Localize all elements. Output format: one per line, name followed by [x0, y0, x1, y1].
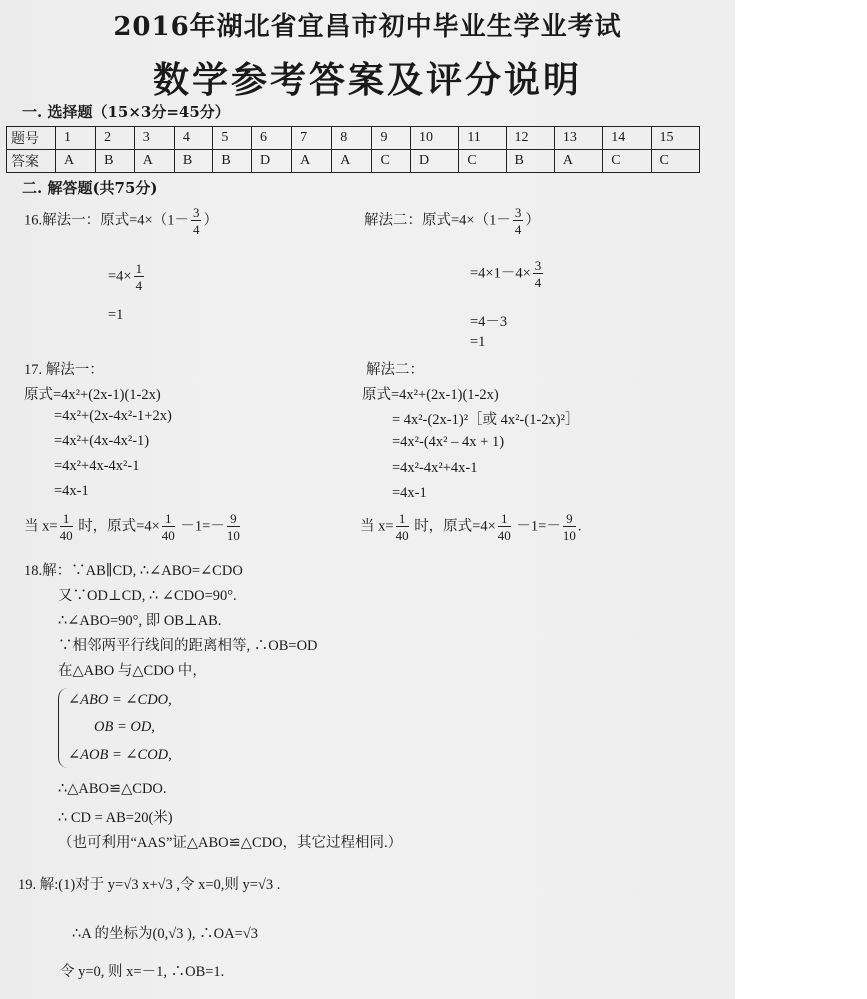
- fraction: $\frac{9}{10}$: [226, 511, 240, 543]
- q18-after-line: ∴△ABO≌△CDO.: [58, 781, 167, 797]
- q18-after-line: （也可利用“AAS”证△ABO≌△CDO，其它过程相同.）: [58, 835, 403, 851]
- table-cell: 9: [372, 127, 411, 150]
- q17-m2-line: =4x-1: [392, 485, 427, 501]
- q17-m2-line: 原式=4x²+(2x-1)(1-2x): [362, 387, 499, 403]
- table-cell: D: [410, 150, 458, 173]
- table-cell: B: [96, 150, 135, 173]
- table-cell: A: [332, 150, 372, 173]
- q18-system-line: ∠ABO = ∠CDO,: [68, 692, 172, 708]
- table-cell: 6: [251, 127, 291, 150]
- table-cell: 8: [332, 127, 372, 150]
- q18-after-line: ∴ CD = AB=20(米): [58, 810, 173, 826]
- sub-text: 时，原式=4×: [410, 518, 496, 535]
- table-cell: 12: [506, 127, 554, 150]
- exam-title: 2016年湖北省宜昌市初中毕业生学业考试: [113, 12, 622, 42]
- fraction: $\frac{3}{4}$: [192, 205, 200, 237]
- q18-line: 18.解：∵AB∥CD, ∴∠ABO=∠CDO: [24, 563, 243, 579]
- table-cell: C: [372, 150, 411, 173]
- table-cell: 4: [174, 127, 213, 150]
- q16-m2-l2: =4×1－4×: [470, 265, 531, 282]
- q18-line: ∵相邻两平行线间的距离相等, ∴OB=OD: [58, 638, 318, 654]
- fraction: $\frac{1}{4}$: [135, 261, 143, 293]
- table-cell: 1: [56, 127, 96, 150]
- table-cell: A: [134, 150, 174, 173]
- q16-m2-tail: ）: [525, 212, 540, 229]
- table-cell: 10: [410, 127, 458, 150]
- q17-method1-head: 17. 解法一：: [24, 362, 104, 378]
- q18-line: ∴∠ABO=90°, 即 OB⊥AB.: [58, 613, 222, 629]
- fraction: $\frac{3}{4}$: [534, 258, 542, 290]
- q17-m1-line: 原式=4x²+(2x-1)(1-2x): [24, 387, 161, 403]
- table-cell: 3: [134, 127, 174, 150]
- row-label-question: 题号: [7, 127, 56, 150]
- table-cell: C: [459, 150, 506, 173]
- table-cell: A: [554, 150, 602, 173]
- table-cell: 5: [213, 127, 252, 150]
- q18-system-line: OB = OD,: [94, 719, 155, 735]
- q16-m1-tail: ）: [203, 212, 218, 229]
- table-row-numbers: [7, 127, 700, 150]
- table-row-answers: [7, 150, 700, 173]
- q17-m2-line: = 4x²-(2x-1)²［或 4x²-(1-2x)²］: [392, 412, 580, 428]
- sub-text: 当 x=: [360, 518, 394, 535]
- q19-line1: 19. 解:(1)对于 y=√3 x+√3 ,令 x=0,则 y=√3 .: [18, 877, 281, 893]
- q16-method1-line2: [108, 262, 146, 292]
- table-cell: B: [174, 150, 213, 173]
- q19-line2: ∴A 的坐标为(0,√3 ), ∴OA=√3: [72, 926, 258, 942]
- fraction: $\frac{1}{40}$: [59, 511, 73, 543]
- fraction: $\frac{9}{10}$: [562, 511, 576, 543]
- table-cell: B: [506, 150, 554, 173]
- section-choice-title: 一. 选择题（15×3分=45分）: [22, 103, 230, 121]
- table-cell: B: [213, 150, 252, 173]
- table-cell: C: [651, 150, 699, 173]
- q17-substitution-left: [24, 512, 242, 542]
- table-cell: 15: [651, 127, 699, 150]
- q17-method2-head: 解法二：: [366, 362, 424, 378]
- q17-m1-line: =4x²+4x-4x²-1: [54, 458, 140, 474]
- q17-m2-line: =4x²-4x²+4x-1: [392, 460, 478, 476]
- q17-substitution-right: [360, 512, 581, 542]
- answer-table: [6, 126, 700, 173]
- fraction: $\frac{1}{40}$: [395, 511, 409, 543]
- table-cell: 14: [603, 127, 651, 150]
- section-answer-title: 二. 解答题(共75分): [22, 179, 158, 197]
- table-cell: 11: [459, 127, 506, 150]
- fraction: $\frac{1}{40}$: [497, 511, 511, 543]
- fraction: $\frac{1}{40}$: [161, 511, 175, 543]
- q17-m1-line: =4x-1: [54, 483, 89, 499]
- q17-m2-line: =4x²-(4x² – 4x + 1): [392, 434, 505, 450]
- table-cell: 2: [96, 127, 135, 150]
- q19-line3: 令 y=0, 则 x=－1, ∴OB=1.: [60, 964, 225, 980]
- q16-m1-l2: =4×: [108, 268, 132, 285]
- q16-method2-line4: =1: [470, 334, 486, 350]
- sub-text: 当 x=: [24, 518, 58, 535]
- q16-method1-line3: =1: [108, 307, 124, 323]
- fraction: $\frac{3}{4}$: [514, 205, 522, 237]
- q17-m1-line: =4x²+(4x-4x²-1): [54, 433, 150, 449]
- q17-m1-line: =4x²+(2x-4x²-1+2x): [54, 408, 172, 424]
- q16-method2-line2: [470, 259, 545, 289]
- sub-text: .: [577, 518, 582, 535]
- sub-text: －1=－: [512, 518, 561, 535]
- table-cell: C: [603, 150, 651, 173]
- q16-method2-line1: [364, 206, 540, 236]
- row-label-answer: 答案: [7, 150, 56, 173]
- q18-system-line: ∠AOB = ∠COD,: [68, 747, 172, 763]
- q18-line: 又∵OD⊥CD, ∴ ∠CDO=90°.: [58, 588, 237, 604]
- table-cell: A: [292, 150, 332, 173]
- sub-text: －1=－: [176, 518, 225, 535]
- page-title: 数学参考答案及评分说明: [152, 59, 582, 101]
- q16-m1-head: 16.解法一：原式=4×（1－: [24, 212, 189, 229]
- q18-line: 在△ABO 与△CDO 中，: [58, 663, 207, 679]
- table-cell: 13: [554, 127, 602, 150]
- q16-method1-line1: [24, 206, 218, 236]
- sub-text: 时，原式=4×: [74, 518, 160, 535]
- q16-method2-line3: =4－3: [470, 314, 508, 330]
- q16-m2-head: 解法二：原式=4×（1－: [364, 212, 511, 229]
- table-cell: 7: [292, 127, 332, 150]
- table-cell: D: [251, 150, 291, 173]
- table-cell: A: [56, 150, 96, 173]
